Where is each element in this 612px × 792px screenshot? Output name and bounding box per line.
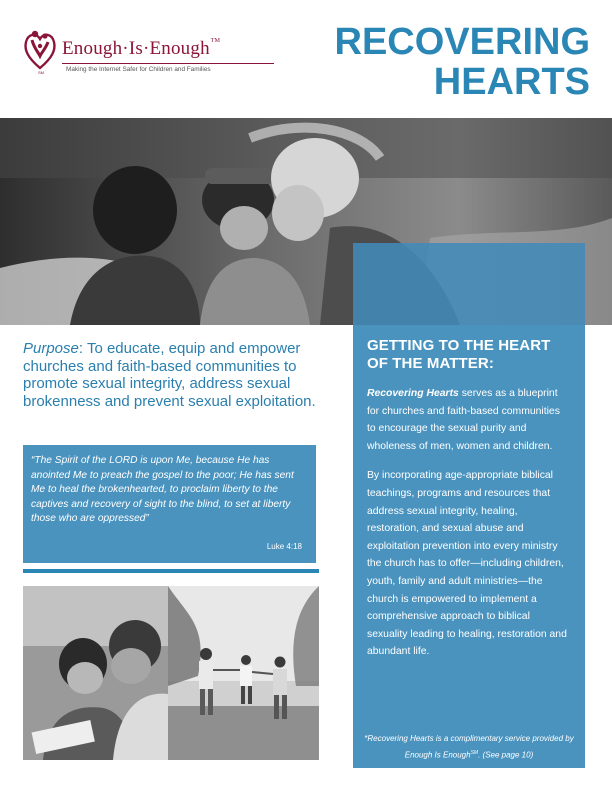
panel-paragraph-1: Recovering Hearts serves as a blueprint for churches and faith-based communities to encourage the sexual purity and wholeness of men, women and children. [367, 388, 560, 452]
purpose-text: : To educate, equip and empower churches and faith-based communities to promote sexual integrity, address sexual brokenness and prevent sexual exploitation. [23, 340, 316, 410]
title-line-2: HEARTS [433, 61, 590, 103]
brand-logo [22, 26, 272, 78]
scripture-quote: “The Spirit of the LORD is upon Me, because He has anointed Me to preach the gospel to the poor; He has sent Me to heal the brokenhearted, to proclaim liberty to the captives and recovery of sight to the blind, to set at liberty those who are oppressed” [31, 455, 294, 525]
purpose-statement [23, 340, 323, 410]
panel-paragraph-2: By incorporating age-appropriate biblical teachings, programs and resources that address sexual integrity, healing, restoration, and sexual abuse and exploitation prevention into every ministry the church has to offer—including children, youth, family and adult ministries—the church is empowered to implement a comprehensive approach to biblical sexuality leading to healing, restoration and abundant life. [367, 470, 567, 658]
section-divider [23, 569, 319, 573]
brand-tagline: Making the Internet Safer for Children and Families [66, 66, 211, 73]
men-reading-with-boy-illustration [23, 586, 168, 760]
scripture-quote-box [23, 445, 316, 563]
family-heart-logo-icon [22, 26, 58, 72]
title-line-1: RECOVERING [334, 21, 590, 63]
heart-of-matter-panel [353, 325, 585, 768]
brand-name: Enough·Is·Enough™ [62, 38, 221, 59]
program-name: Recovering Hearts [367, 388, 459, 399]
panel-footnote: *Recovering Hearts is a complimentary service provided by Enough Is Enough℠. (See page 10) [364, 734, 574, 760]
service-mark: SM [38, 70, 44, 75]
purpose-label: Purpose [23, 340, 79, 357]
panel-overlay [353, 243, 585, 325]
family-walking-photo [168, 586, 319, 760]
men-reading-photo [23, 586, 168, 760]
logo-rule [62, 63, 274, 64]
page-title [335, 22, 590, 102]
family-walking-park-illustration [168, 586, 319, 760]
panel-heading: GETTING TO THE HEART OF THE MATTER: [367, 337, 551, 372]
scripture-reference: Luke 4:18 [266, 542, 302, 551]
